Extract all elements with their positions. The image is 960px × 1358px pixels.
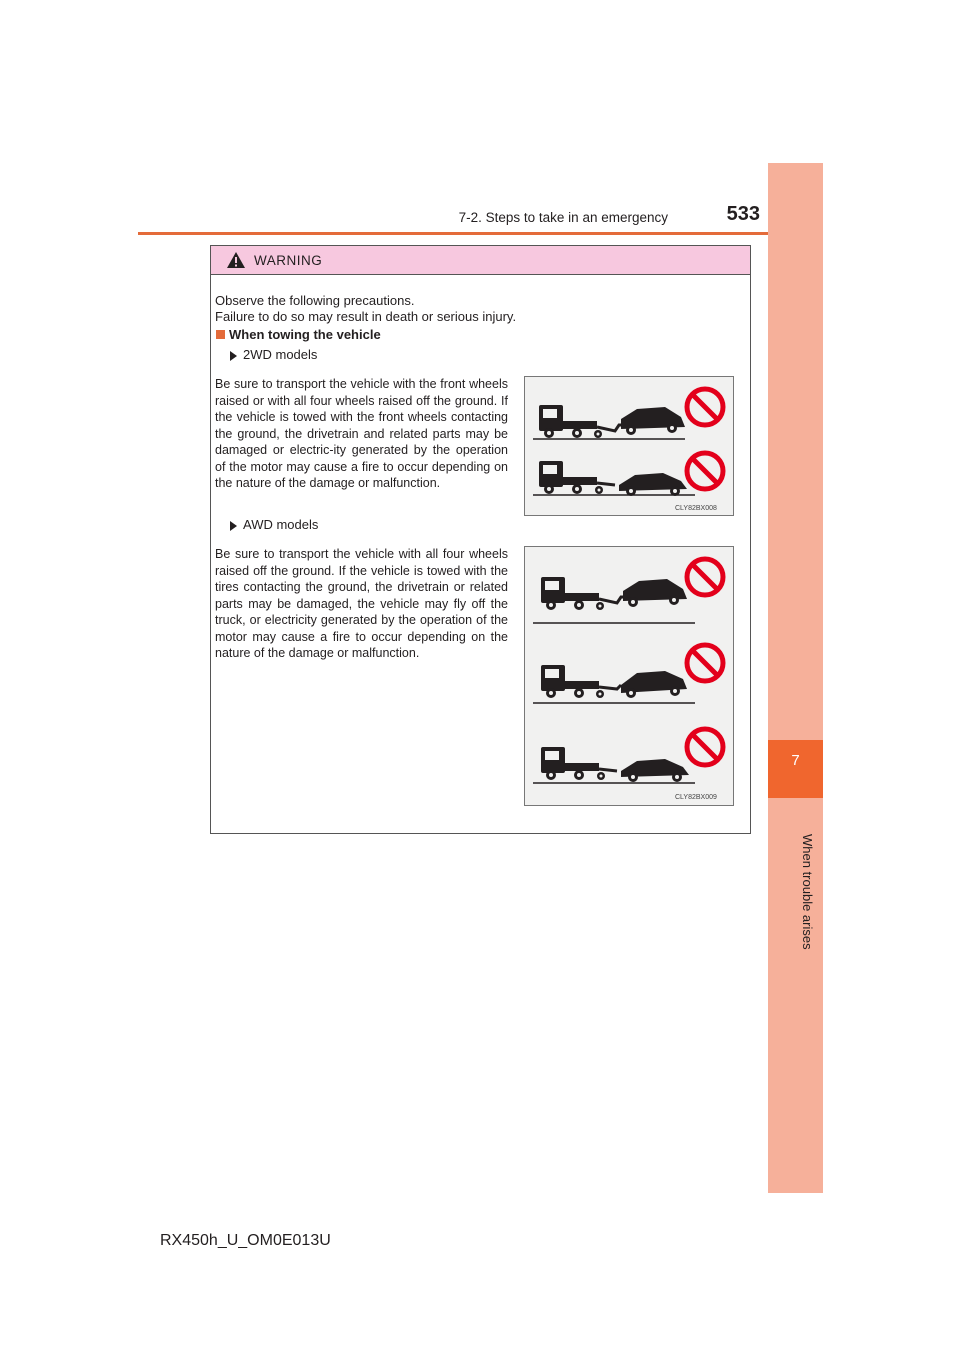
square-bullet-icon <box>216 330 225 339</box>
prohibited-icon <box>687 453 723 489</box>
towing-illustration-2wd <box>525 377 733 515</box>
warning-intro-line1: Observe the following precautions. <box>215 293 415 308</box>
figure-2wd <box>524 376 734 516</box>
subheading: When towing the vehicle <box>229 327 381 342</box>
warning-triangle-icon <box>226 251 246 269</box>
chapter-number-box[interactable] <box>768 740 823 798</box>
chapter-title <box>705 834 815 852</box>
towing-illustration-awd <box>525 547 733 805</box>
tow-scene-row <box>533 577 695 783</box>
page-number: 533 <box>726 203 760 225</box>
chapter-number: 7 <box>791 752 800 769</box>
warning-intro-line2: Failure to do so may result in death or serious injury. <box>215 309 517 324</box>
prohibited-icon <box>687 645 723 681</box>
figure-code: CLY82BX008 <box>675 505 717 512</box>
tow-scene-row <box>533 405 695 496</box>
warning-title: WARNING <box>254 253 323 268</box>
section-title: 7-2. Steps to take in an emergency <box>458 210 668 225</box>
figure-awd <box>524 546 734 806</box>
figure-code: CLY82BX009 <box>675 794 717 801</box>
header-rule <box>138 232 823 235</box>
triangle-bullet-icon <box>230 521 237 531</box>
model-heading-awd: AWD models <box>243 517 319 532</box>
prohibited-icon <box>687 389 723 425</box>
paragraph-2wd: Be sure to transport the vehicle with the front wheels raised or with all four wheels raised off the ground. If the vehicle is towed with the front wheels contacting the ground, the drivetrain and related parts may be damaged or electric-ity generated by the operation of the motor may cause a fire to occur depending on the nature of the damage or malfunction. <box>215 377 508 490</box>
model-heading-2wd: 2WD models <box>243 347 318 362</box>
prohibited-icon <box>687 559 723 595</box>
chapter-side-band <box>768 163 823 1193</box>
prohibited-icon <box>687 729 723 765</box>
triangle-bullet-icon <box>230 351 237 361</box>
paragraph-awd: Be sure to transport the vehicle with all four wheels raised off the ground. If the vehicle is towed with the tires contacting the ground, the drivetrain or related parts may be damaged, the vehicle may fly off the truck, or electricity generated by the operation of the motor may cause a fire to occur depending on the nature of the damage or malfunction. <box>215 547 508 660</box>
manual-code: RX450h_U_OM0E013U <box>160 1232 331 1249</box>
